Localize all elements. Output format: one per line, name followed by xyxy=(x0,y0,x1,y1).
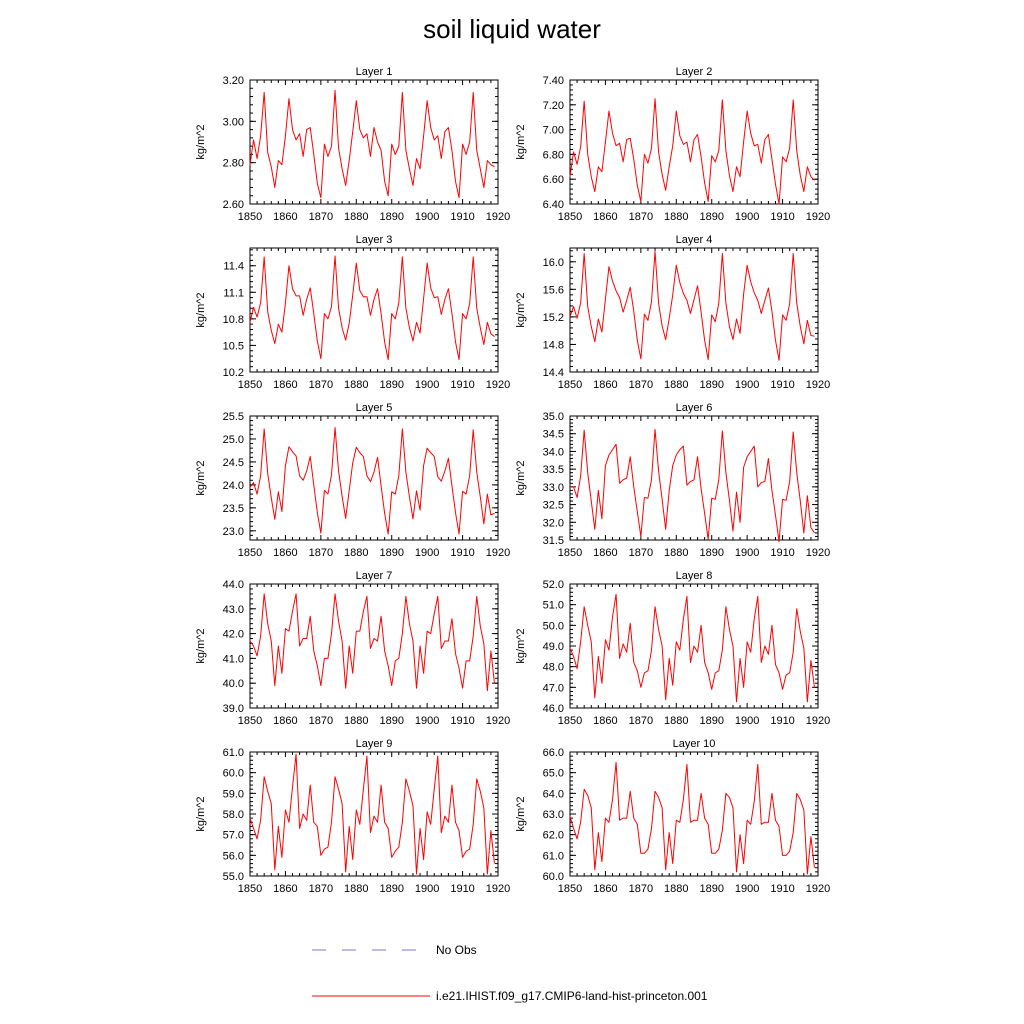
series-line xyxy=(250,256,494,360)
y-tick-label: 34.5 xyxy=(542,428,564,441)
y-tick-label: 61.0 xyxy=(542,850,564,863)
x-tick-label: 1880 xyxy=(664,379,689,391)
y-axis-label: kg/m^2 xyxy=(195,796,207,832)
x-tick-label: 1860 xyxy=(273,715,298,727)
x-tick-label: 1900 xyxy=(734,211,760,223)
panel-title: Layer 6 xyxy=(675,402,713,414)
y-axis-label: kg/m^2 xyxy=(515,124,527,160)
y-axis-label: kg/m^2 xyxy=(515,796,527,832)
series-line xyxy=(250,90,494,197)
x-tick-label: 1860 xyxy=(593,547,618,559)
x-tick-label: 1870 xyxy=(308,883,334,895)
y-tick-label: 64.0 xyxy=(542,788,564,801)
x-tick-label: 1920 xyxy=(485,379,511,391)
panel-title: Layer 7 xyxy=(355,570,393,582)
y-tick-label: 33.0 xyxy=(542,481,564,494)
y-tick-label: 10.8 xyxy=(222,313,244,326)
panel-title: Layer 2 xyxy=(675,66,713,78)
y-tick-label: 25.0 xyxy=(222,433,244,446)
panel-title: Layer 3 xyxy=(355,234,393,246)
y-tick-label: 47.0 xyxy=(542,682,564,695)
plot-frame xyxy=(570,752,818,876)
y-tick-label: 31.5 xyxy=(542,535,564,547)
x-tick-label: 1920 xyxy=(485,715,511,727)
y-tick-label: 48.0 xyxy=(542,661,564,674)
y-tick-label: 11.1 xyxy=(223,287,244,300)
x-tick-label: 1900 xyxy=(414,547,440,559)
x-tick-label: 1860 xyxy=(273,211,298,223)
series-line xyxy=(570,251,814,360)
x-tick-label: 1870 xyxy=(308,379,334,391)
x-tick-label: 1920 xyxy=(805,715,831,727)
x-tick-label: 1880 xyxy=(664,547,689,559)
x-tick-label: 1880 xyxy=(344,883,369,895)
y-tick-label: 35.0 xyxy=(542,411,564,423)
y-tick-label: 23.0 xyxy=(222,525,244,538)
x-tick-label: 1890 xyxy=(699,883,724,895)
x-tick-label: 1870 xyxy=(628,379,654,391)
x-tick-label: 1900 xyxy=(414,379,440,391)
x-tick-label: 1910 xyxy=(770,547,795,559)
panel-4 xyxy=(515,234,830,391)
legend-obs-label: No Obs xyxy=(436,943,477,957)
x-tick-label: 1850 xyxy=(237,547,263,559)
x-tick-label: 1860 xyxy=(273,379,298,391)
x-tick-label: 1850 xyxy=(557,211,583,223)
y-tick-label: 51.0 xyxy=(542,599,564,612)
y-tick-label: 7.40 xyxy=(542,75,564,87)
y-tick-label: 2.80 xyxy=(222,157,244,170)
x-tick-label: 1870 xyxy=(628,211,654,223)
plot-frame xyxy=(250,416,498,540)
x-tick-label: 1860 xyxy=(593,715,618,727)
y-axis-label: kg/m^2 xyxy=(515,628,527,664)
y-tick-label: 3.00 xyxy=(222,116,244,129)
y-axis-label: kg/m^2 xyxy=(195,124,207,160)
y-tick-label: 43.0 xyxy=(222,603,244,616)
series-line xyxy=(570,762,814,874)
y-tick-label: 15.6 xyxy=(542,284,564,297)
x-tick-label: 1920 xyxy=(485,547,511,559)
x-tick-label: 1890 xyxy=(699,547,724,559)
x-tick-label: 1850 xyxy=(557,547,583,559)
y-tick-label: 14.4 xyxy=(542,367,564,379)
plot-frame xyxy=(250,584,498,708)
x-tick-label: 1890 xyxy=(379,211,404,223)
x-tick-label: 1880 xyxy=(344,715,369,727)
panel-title: Layer 1 xyxy=(355,66,393,78)
x-tick-label: 1880 xyxy=(664,883,689,895)
x-tick-label: 1910 xyxy=(770,883,795,895)
x-tick-label: 1900 xyxy=(414,883,440,895)
y-tick-label: 25.5 xyxy=(222,411,244,423)
x-tick-label: 1880 xyxy=(344,211,369,223)
legend-model-line xyxy=(312,990,430,1002)
y-tick-label: 24.0 xyxy=(222,479,244,492)
y-tick-label: 56.0 xyxy=(222,850,244,863)
y-tick-label: 57.0 xyxy=(222,829,244,842)
y-tick-label: 40.0 xyxy=(222,678,244,691)
y-tick-label: 62.0 xyxy=(542,829,564,842)
series-line xyxy=(570,429,814,541)
x-tick-label: 1890 xyxy=(699,715,724,727)
x-tick-label: 1910 xyxy=(770,715,795,727)
y-tick-label: 32.0 xyxy=(542,517,564,530)
x-tick-label: 1920 xyxy=(485,211,511,223)
y-tick-label: 15.2 xyxy=(542,311,564,324)
panel-8 xyxy=(515,570,830,727)
plot-frame xyxy=(250,80,498,204)
x-tick-label: 1860 xyxy=(593,211,618,223)
x-tick-label: 1890 xyxy=(379,883,404,895)
panel-10 xyxy=(515,738,830,895)
y-tick-label: 50.0 xyxy=(542,620,564,633)
x-tick-label: 1920 xyxy=(805,883,831,895)
y-tick-label: 32.5 xyxy=(542,499,564,512)
panel-title: Layer 4 xyxy=(675,234,713,246)
x-tick-label: 1850 xyxy=(237,715,263,727)
x-tick-label: 1870 xyxy=(628,547,654,559)
y-tick-label: 3.20 xyxy=(222,75,244,87)
y-tick-label: 44.0 xyxy=(222,579,244,591)
legend-model-label: i.e21.IHIST.f09_g17.CMIP6-land-hist-princeton.001 xyxy=(436,989,708,1003)
series-line xyxy=(570,594,814,701)
x-tick-label: 1900 xyxy=(414,211,440,223)
page-title: soil liquid water xyxy=(423,14,601,44)
series-line xyxy=(250,754,494,874)
y-tick-label: 33.5 xyxy=(542,464,564,477)
panel-7 xyxy=(195,570,510,727)
plot-frame xyxy=(250,752,498,876)
series-line xyxy=(250,594,494,691)
x-tick-label: 1870 xyxy=(628,715,654,727)
y-tick-label: 10.5 xyxy=(222,340,244,353)
y-axis-label: kg/m^2 xyxy=(195,460,207,496)
panel-5 xyxy=(195,402,510,559)
x-tick-label: 1910 xyxy=(450,379,475,391)
y-axis-label: kg/m^2 xyxy=(515,460,527,496)
x-tick-label: 1870 xyxy=(308,211,334,223)
y-tick-label: 6.40 xyxy=(542,199,564,211)
x-tick-label: 1890 xyxy=(379,715,404,727)
y-tick-label: 11.4 xyxy=(223,260,244,273)
y-tick-label: 2.60 xyxy=(222,199,244,211)
panel-3 xyxy=(195,234,510,391)
y-tick-label: 49.0 xyxy=(542,641,564,653)
y-tick-label: 6.80 xyxy=(542,149,564,162)
x-tick-label: 1900 xyxy=(414,715,440,727)
x-tick-label: 1910 xyxy=(450,883,475,895)
x-tick-label: 1900 xyxy=(734,883,760,895)
series-line xyxy=(250,427,494,534)
x-tick-label: 1850 xyxy=(237,883,263,895)
x-tick-label: 1920 xyxy=(805,211,831,223)
x-tick-label: 1850 xyxy=(557,715,583,727)
y-tick-label: 60.0 xyxy=(542,871,564,883)
y-tick-label: 55.0 xyxy=(222,871,244,883)
panel-2 xyxy=(515,66,830,223)
x-tick-label: 1890 xyxy=(699,211,724,223)
y-tick-label: 46.0 xyxy=(542,703,564,715)
legend-obs-line xyxy=(312,944,424,956)
y-tick-label: 14.8 xyxy=(542,339,564,352)
x-tick-label: 1890 xyxy=(379,547,404,559)
panel-title: Layer 5 xyxy=(355,402,393,414)
y-tick-label: 58.0 xyxy=(222,809,244,821)
plot-frame xyxy=(250,248,498,372)
x-tick-label: 1910 xyxy=(450,211,475,223)
x-tick-label: 1850 xyxy=(557,379,583,391)
x-tick-label: 1910 xyxy=(770,211,795,223)
panel-title: Layer 9 xyxy=(355,738,393,750)
x-tick-label: 1870 xyxy=(308,715,334,727)
y-tick-label: 59.0 xyxy=(222,788,244,801)
x-tick-label: 1860 xyxy=(593,379,618,391)
y-tick-label: 66.0 xyxy=(542,747,564,759)
y-tick-label: 10.2 xyxy=(222,367,244,379)
y-tick-label: 65.0 xyxy=(542,767,564,780)
x-tick-label: 1900 xyxy=(734,715,760,727)
y-tick-label: 60.0 xyxy=(222,767,244,780)
x-tick-label: 1870 xyxy=(308,547,334,559)
y-tick-label: 7.00 xyxy=(542,124,564,137)
x-tick-label: 1920 xyxy=(805,547,831,559)
y-tick-label: 24.5 xyxy=(222,456,244,469)
y-tick-label: 42.0 xyxy=(222,628,244,641)
y-tick-label: 41.0 xyxy=(222,653,244,666)
x-tick-label: 1910 xyxy=(770,379,795,391)
plot-frame xyxy=(570,248,818,372)
x-tick-label: 1910 xyxy=(450,715,475,727)
x-tick-label: 1850 xyxy=(237,379,263,391)
x-tick-label: 1880 xyxy=(664,211,689,223)
x-tick-label: 1900 xyxy=(734,547,760,559)
panel-title: Layer 8 xyxy=(675,570,713,582)
y-tick-label: 61.0 xyxy=(222,747,244,759)
y-tick-label: 23.5 xyxy=(222,502,244,515)
x-tick-label: 1860 xyxy=(593,883,618,895)
x-tick-label: 1880 xyxy=(664,715,689,727)
y-tick-label: 34.0 xyxy=(542,446,564,459)
x-tick-label: 1900 xyxy=(734,379,760,391)
x-tick-label: 1850 xyxy=(557,883,583,895)
x-tick-label: 1860 xyxy=(273,883,298,895)
y-tick-label: 39.0 xyxy=(222,703,244,715)
x-tick-label: 1910 xyxy=(450,547,475,559)
panel-9 xyxy=(195,738,510,895)
x-tick-label: 1860 xyxy=(273,547,298,559)
panel-title: Layer 10 xyxy=(672,738,716,750)
panel-6 xyxy=(515,402,830,559)
x-tick-label: 1880 xyxy=(344,379,369,391)
y-axis-label: kg/m^2 xyxy=(515,292,527,328)
y-tick-label: 63.0 xyxy=(542,809,564,821)
y-axis-label: kg/m^2 xyxy=(195,292,207,328)
x-tick-label: 1890 xyxy=(699,379,724,391)
y-tick-label: 7.20 xyxy=(542,99,564,112)
series-line xyxy=(570,99,814,204)
y-axis-label: kg/m^2 xyxy=(195,628,207,664)
x-tick-label: 1920 xyxy=(485,883,511,895)
x-tick-label: 1850 xyxy=(237,211,263,223)
x-tick-label: 1920 xyxy=(805,379,831,391)
x-tick-label: 1870 xyxy=(628,883,654,895)
x-tick-label: 1890 xyxy=(379,379,404,391)
y-tick-label: 16.0 xyxy=(542,256,564,269)
y-tick-label: 6.60 xyxy=(542,174,564,187)
panel-1 xyxy=(195,66,510,223)
x-tick-label: 1880 xyxy=(344,547,369,559)
y-tick-label: 52.0 xyxy=(542,579,564,591)
